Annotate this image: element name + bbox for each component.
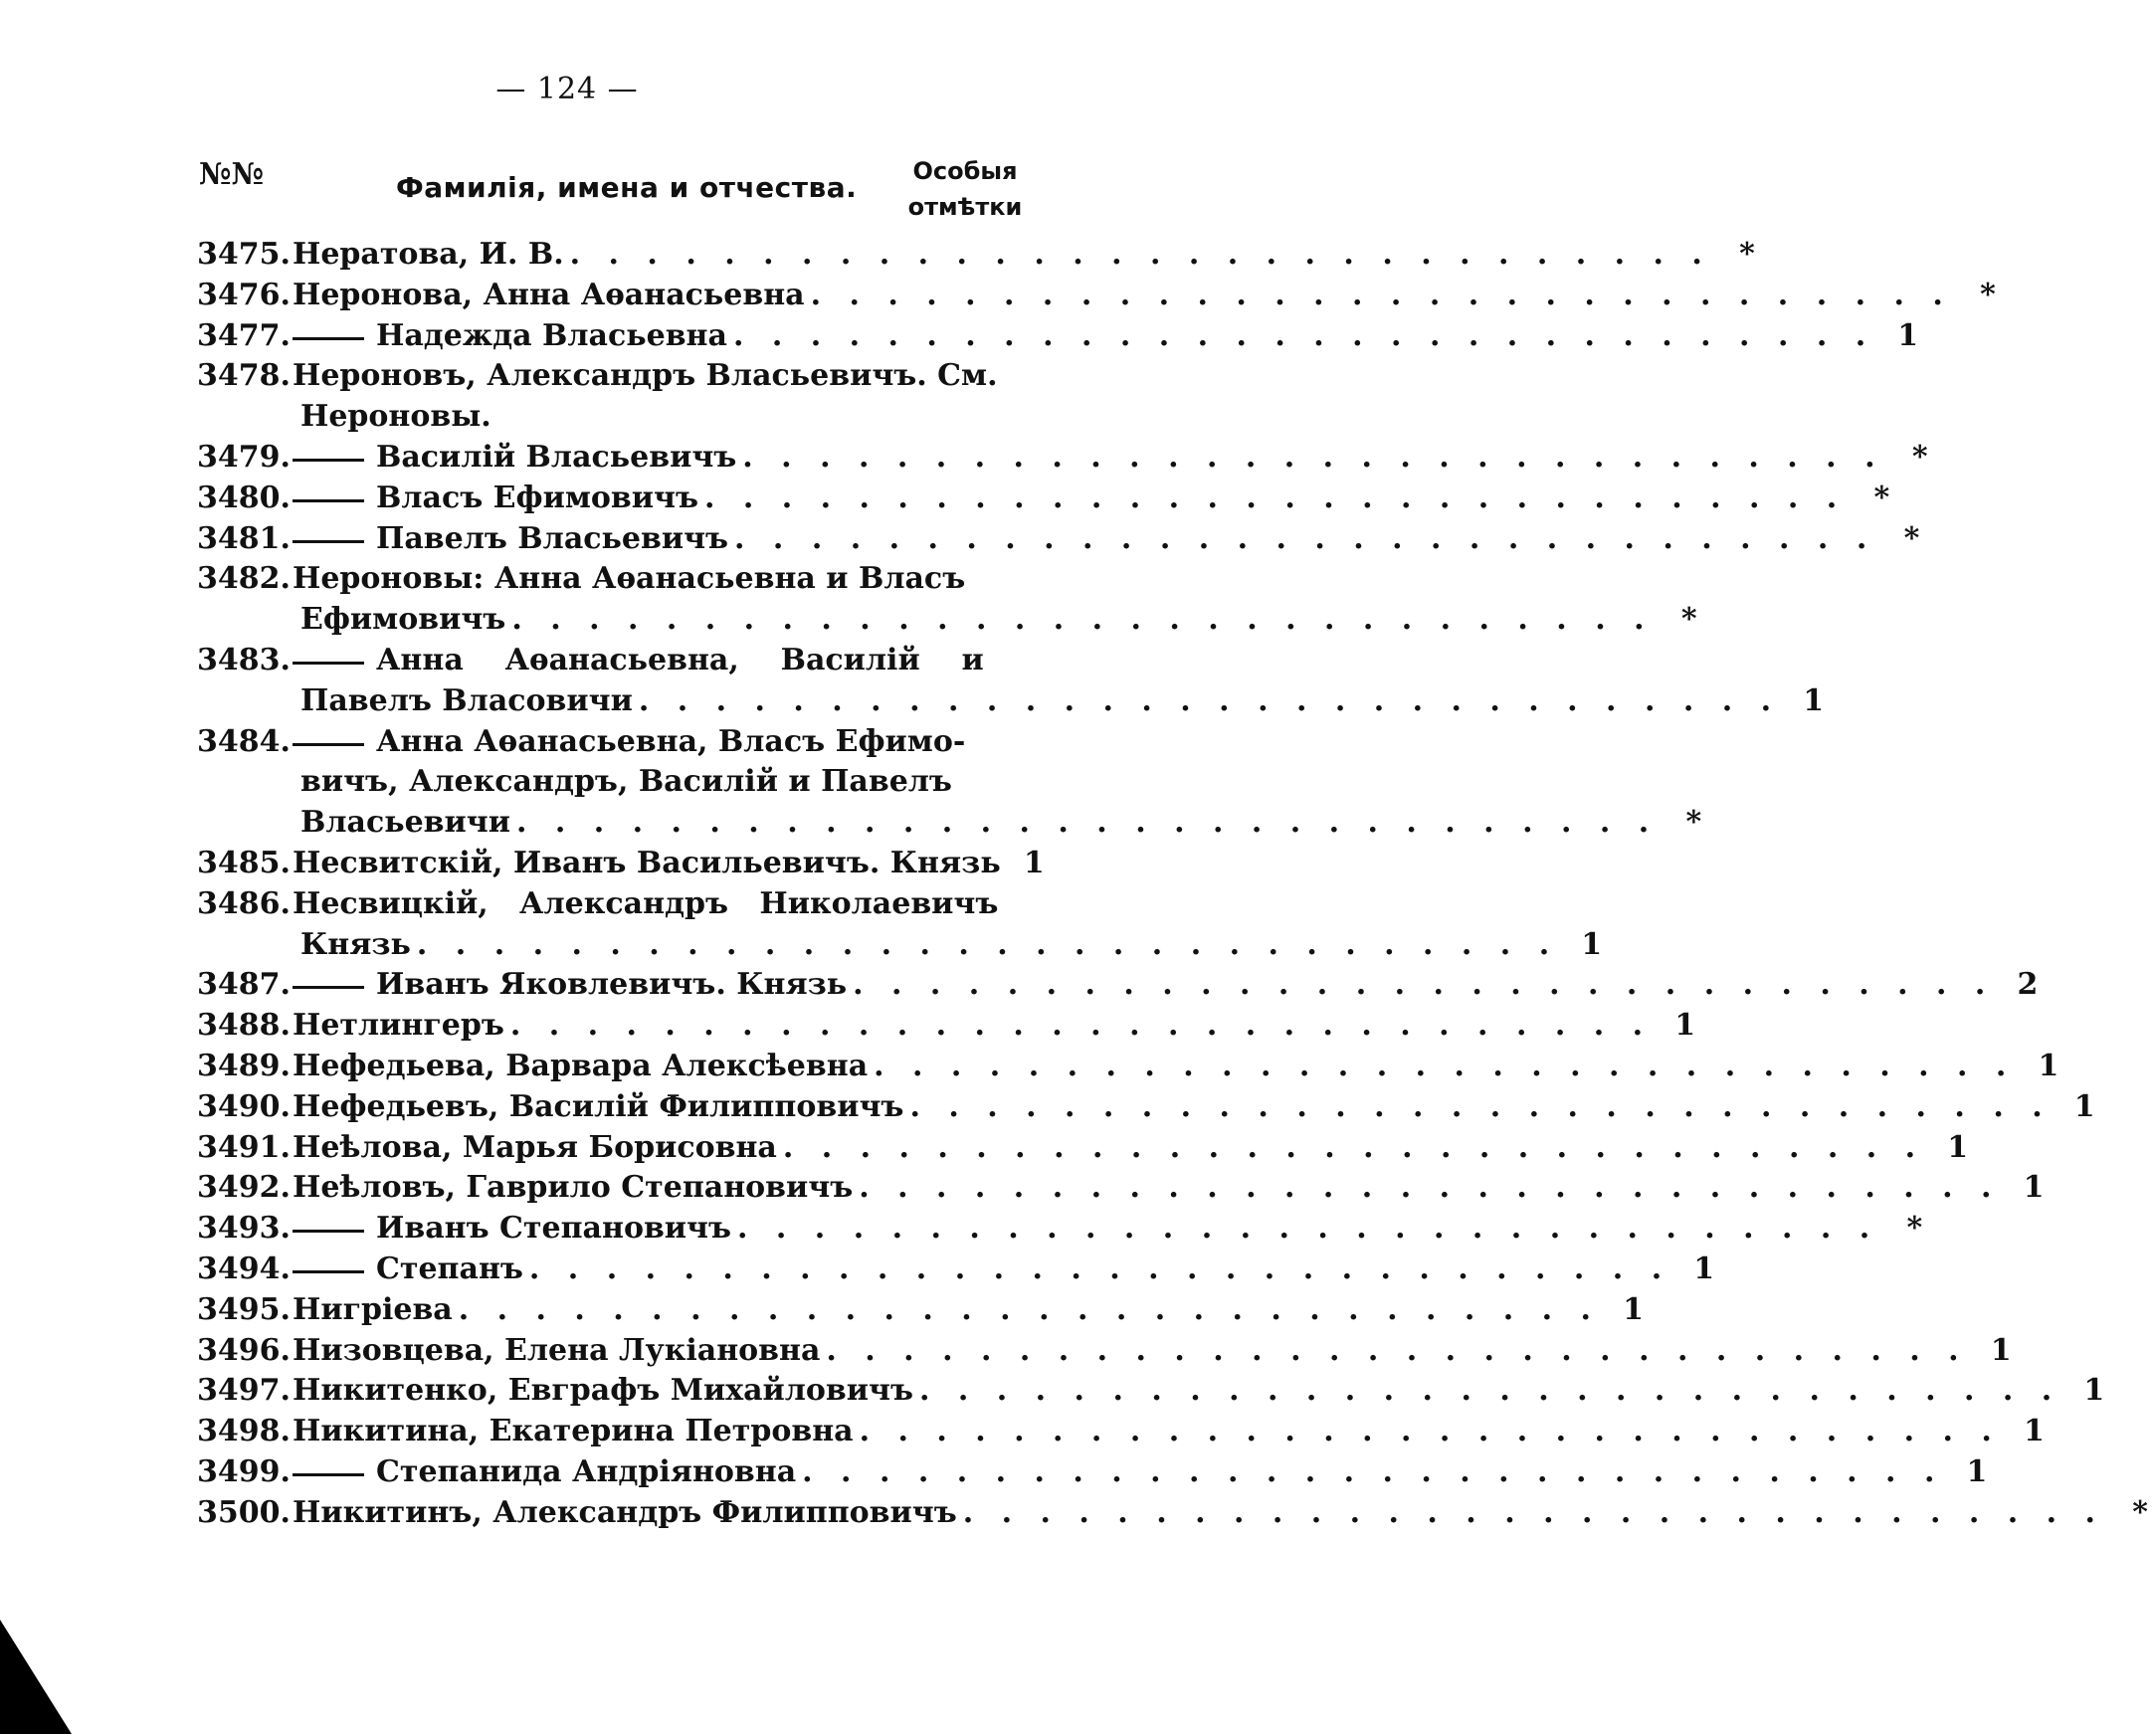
- entry-row: [197, 1371, 2105, 1412]
- entry-mark: 1: [2038, 1048, 2059, 1083]
- ditto-dash: [293, 1473, 364, 1493]
- entry-line: [293, 479, 1846, 519]
- entry-mark: 1: [2023, 1414, 2045, 1449]
- entry-row: [197, 316, 1919, 357]
- dot-leader: . . . . . . . . . . . . . . . . . . . . . . . . . . . . . .: [810, 277, 1952, 312]
- entry-mark: 1: [1581, 926, 1603, 962]
- entry-name: [293, 1412, 2001, 1452]
- entry-name: [293, 479, 1846, 519]
- entry-number: 3489.: [197, 1048, 291, 1083]
- entry-row: [197, 1168, 2045, 1209]
- ditto-dash: [293, 337, 364, 357]
- entry-line: [293, 519, 1875, 560]
- dot-leader: . . . . . . . . . . . . . . . . . . . . . . . . . . . . . .: [734, 520, 1876, 556]
- entry-number: 3491.: [197, 1129, 291, 1165]
- entry-name: [293, 1209, 1878, 1250]
- entry-text: Власьевичи: [300, 805, 510, 841]
- entry-number: 3496.: [197, 1332, 291, 1368]
- entry-name: [293, 356, 998, 438]
- entry-text: Никитенко, Евграфъ Михайловичъ: [293, 1373, 913, 1409]
- entry-line: [293, 722, 1658, 763]
- entry-text: Власъ Ефимовичъ: [376, 480, 698, 515]
- dot-leader: . . . . . . . . . . . . . . . . . . . . . . . . . . . . . .: [909, 1088, 2052, 1124]
- entry-mark: *: [1911, 439, 1928, 475]
- entry-number: 3499.: [197, 1453, 291, 1489]
- entry-line: [293, 1331, 1968, 1372]
- entry-text: Анна Аѳанасьевна, Василій и: [376, 642, 984, 677]
- entry-text: Нероновъ, Александръ Власьевичъ. См.: [293, 358, 998, 394]
- dot-leader: . . . . . . . . . . . . . . . . . . . . . . . . . . . . . .: [737, 1211, 1879, 1247]
- entry-line: [293, 276, 1952, 316]
- dot-leader: . . . . . . . . . . . . . . . . . . . . . . . . . . . . . .: [853, 967, 1995, 1003]
- entry-text: Неронова, Анна Аѳанасьевна: [293, 277, 805, 312]
- entry-line: [293, 1493, 2104, 1534]
- entry-number: 3480.: [197, 480, 291, 515]
- entry-text: Неѣловъ, Гаврило Степановичъ: [293, 1170, 854, 1206]
- entry-row: [197, 844, 1045, 884]
- entry-mark: *: [1685, 805, 1702, 841]
- entry-row: [197, 235, 1755, 276]
- dot-leader: . . . . . . . . . . . . . . . . . . . . . . . . . . . . . .: [874, 1048, 2016, 1083]
- entry-row: [197, 1331, 2012, 1372]
- entry-row: [197, 438, 1928, 479]
- ditto-dash: [293, 986, 364, 1006]
- entry-mark: 1: [1623, 1291, 1644, 1327]
- entry-number: 3481.: [197, 520, 291, 556]
- entry-line: [293, 965, 1994, 1006]
- entry-text: Иванъ Степановичъ: [376, 1211, 732, 1247]
- entry-mark: 2: [2017, 967, 2039, 1003]
- entry-mark: 1: [2073, 1088, 2095, 1124]
- ditto-dash: [293, 499, 364, 519]
- entry-number: 3498.: [197, 1414, 291, 1449]
- entry-row: [197, 965, 2039, 1006]
- entry-number: 3488.: [197, 1008, 291, 1044]
- dot-leader: . . . . . . . . . . . . . . . . . . . . . . . . . . . . . .: [802, 1453, 1944, 1489]
- entry-row: [197, 1087, 2095, 1128]
- entry-row: [197, 641, 1825, 722]
- entry-row: [197, 1452, 1988, 1493]
- dot-leader: . . . . . . . . . . . . . . . . . . . . . . . . . . . . . .: [782, 1129, 1925, 1165]
- entry-mark: 1: [1966, 1453, 1988, 1489]
- entry-mark: *: [1906, 1211, 1923, 1247]
- entry-row: [197, 1412, 2045, 1452]
- dot-leader: . . . . . . . . . . . . . . . . . . . . . . . . . . . . . .: [569, 237, 1711, 272]
- entry-name: [293, 438, 1884, 479]
- entry-name: [293, 519, 1875, 560]
- entry-mark: 1: [1990, 1332, 2012, 1368]
- entry-row: [197, 1290, 1644, 1331]
- column-header-names: Фамилія, имена и отчества.: [396, 171, 858, 204]
- entry-line: [293, 803, 1658, 844]
- column-header-number: №№: [199, 157, 265, 192]
- entry-text: Анна Аѳанасьевна, Власъ Ефимо-: [376, 723, 966, 759]
- entry-number: 3500.: [197, 1494, 291, 1530]
- entry-line: [293, 1452, 1943, 1493]
- entry-name: [293, 1087, 2052, 1128]
- entry-name: [293, 559, 1654, 641]
- entry-line: [293, 559, 1654, 600]
- entry-mark: 1: [1693, 1251, 1715, 1286]
- entry-row: [197, 1006, 1696, 1047]
- entry-line: [293, 884, 1558, 925]
- ditto-dash: [293, 662, 364, 681]
- entry-row: [197, 1128, 1969, 1169]
- entry-number: 3486.: [197, 885, 291, 921]
- entry-text: Нигріева: [293, 1291, 453, 1327]
- dot-leader: . . . . . . . . . . . . . . . . . . . . . . . . . . . . . .: [509, 1008, 1653, 1044]
- entry-line: [293, 316, 1874, 357]
- dot-leader: . . . . . . . . . . . . . . . . . . . . . . . . . . . . . .: [742, 439, 1884, 475]
- entry-name: [293, 722, 1658, 844]
- entry-row: [197, 356, 1023, 438]
- entry-text: Василій Власьевичъ: [376, 439, 737, 475]
- entry-text: Никитина, Екатерина Петровна: [293, 1414, 854, 1449]
- entry-line: [293, 1290, 1600, 1331]
- entry-line: [293, 1250, 1670, 1290]
- entry-number: 3482.: [197, 561, 291, 597]
- entry-number: 3493.: [197, 1211, 291, 1247]
- ditto-dash: [293, 540, 364, 560]
- entry-text: Князь: [300, 926, 411, 962]
- entry-number: 3494.: [197, 1251, 291, 1286]
- entry-row: [197, 884, 1603, 966]
- entry-text: Нероновы.: [300, 399, 491, 435]
- entry-text: Степанида Андріяновна: [376, 1453, 797, 1489]
- entry-text: Нефедьева, Варвара Алексѣевна: [293, 1048, 869, 1083]
- entry-text: Низовцева, Елена Лукіановна: [293, 1332, 821, 1368]
- entry-name: [293, 1331, 1968, 1372]
- entry-mark: *: [1903, 520, 1920, 556]
- dot-leader: . . . . . . . . . . . . . . . . . . . . . . . . . . . . . .: [416, 926, 1559, 962]
- entry-row: [197, 479, 1890, 519]
- entry-row: [197, 519, 1920, 560]
- entry-line: [293, 600, 1654, 641]
- dot-leader: . . . . . . . . . . . . . . . . . . . . . . . . . . . . . .: [515, 805, 1659, 841]
- entry-name: [293, 844, 1001, 884]
- ditto-dash: [293, 1230, 364, 1250]
- ditto-dash: [293, 743, 364, 763]
- entry-row: [197, 276, 1996, 316]
- entry-text: Неѣлова, Марья Борисовна: [293, 1129, 777, 1165]
- dot-leader: . . . . . . . . . . . . . . . . . . . . . . . . . . . . . .: [919, 1373, 2061, 1409]
- entry-name: [293, 1128, 1924, 1169]
- dot-leader: . . . . . . . . . . . . . . . . . . . . . . . . . . . . . .: [826, 1332, 1968, 1368]
- entry-line: [293, 438, 1884, 479]
- entry-number: 3479.: [197, 439, 291, 475]
- entry-mark: *: [1980, 277, 1996, 312]
- entry-line: [293, 681, 1780, 722]
- entry-name: [293, 235, 1711, 276]
- entry-text: вичъ, Александръ, Василій и Павелъ: [300, 764, 952, 800]
- dot-leader: . . . . . . . . . . . . . . . . . . . . . . . . . . . . . .: [458, 1291, 1600, 1327]
- entry-text: Нероновы: Анна Аѳанасьевна и Власъ: [293, 561, 966, 597]
- entry-name: [293, 1452, 1943, 1493]
- entry-row: [197, 1250, 1715, 1290]
- entry-number: 3483.: [197, 642, 291, 677]
- entry-line: [293, 397, 998, 438]
- entry-mark: 1: [1897, 317, 1919, 353]
- entry-line: [293, 1371, 2060, 1412]
- entry-text: Нератова, И. В.: [293, 237, 564, 272]
- entry-number: 3492.: [197, 1170, 291, 1206]
- entry-line: [293, 356, 998, 397]
- entry-list: [197, 235, 2148, 1534]
- entry-mark: *: [1873, 480, 1890, 515]
- entry-line: [293, 1006, 1652, 1047]
- entry-name: [293, 1047, 2015, 1087]
- entry-text: Несвитскій, Иванъ Васильевичъ. Князь: [293, 845, 1001, 880]
- entry-line: [293, 1047, 2015, 1087]
- entry-mark: 1: [1947, 1129, 1969, 1165]
- entry-name: [293, 276, 1952, 316]
- entry-name: [293, 965, 1994, 1006]
- entry-name: [293, 1371, 2060, 1412]
- entry-text: Нетлингеръ: [293, 1008, 504, 1044]
- entry-row: [197, 1493, 2148, 1534]
- entry-number: 3476.: [197, 277, 291, 312]
- entry-mark: *: [1680, 602, 1697, 638]
- entry-row: [197, 559, 1697, 641]
- entry-mark: 1: [1023, 845, 1045, 880]
- dot-leader: . . . . . . . . . . . . . . . . . . . . . . . . . . . . . .: [638, 682, 1781, 718]
- entry-line: [293, 1087, 2052, 1128]
- entry-mark: 1: [1674, 1008, 1696, 1044]
- entry-mark: 1: [1803, 682, 1825, 718]
- entry-number: 3485.: [197, 845, 291, 880]
- entry-number: 3495.: [197, 1291, 291, 1327]
- entry-line: [293, 925, 1558, 966]
- dot-leader: . . . . . . . . . . . . . . . . . . . . . . . . . . . . . .: [859, 1170, 2001, 1206]
- entry-text: Несвицкій, Александръ Николаевичъ: [293, 885, 999, 921]
- entry-name: [293, 641, 1780, 722]
- entry-mark: *: [2132, 1494, 2148, 1530]
- entry-row: [197, 722, 1702, 844]
- entry-number: 3490.: [197, 1088, 291, 1124]
- entry-line: [293, 1209, 1878, 1250]
- ditto-dash: [293, 1270, 364, 1290]
- entry-text: Павелъ Власовичи: [300, 682, 633, 718]
- dot-leader: . . . . . . . . . . . . . . . . . . . . . . . . . . . . . .: [528, 1251, 1671, 1286]
- dot-leader: . . . . . . . . . . . . . . . . . . . . . . . . . . . . . .: [732, 317, 1875, 353]
- entry-row: [197, 1047, 2059, 1087]
- entry-number: 3475.: [197, 237, 291, 272]
- entry-line: [293, 235, 1711, 276]
- page-number: — 124 —: [495, 72, 639, 106]
- column-header-notes: [895, 153, 1035, 225]
- entry-row: [197, 1209, 1923, 1250]
- entry-mark: 1: [2083, 1373, 2105, 1409]
- column-header-notes-line: Особыя: [912, 157, 1018, 185]
- corner-mark: [0, 1620, 72, 1734]
- dot-leader: . . . . . . . . . . . . . . . . . . . . . . . . . . . . . .: [703, 480, 1847, 515]
- entry-line: [293, 1412, 2001, 1452]
- entry-text: Надежда Власьевна: [376, 317, 727, 353]
- entry-number: 3497.: [197, 1373, 291, 1409]
- entry-line: [293, 1128, 1924, 1169]
- entry-mark: 1: [2023, 1170, 2045, 1206]
- dot-leader: . . . . . . . . . . . . . . . . . . . . . . . . . . . . . .: [859, 1414, 2001, 1449]
- entry-line: [293, 641, 1780, 681]
- entry-text: Степанъ: [376, 1251, 523, 1286]
- entry-mark: *: [1739, 237, 1755, 272]
- entry-text: Иванъ Яковлевичъ. Князь: [376, 967, 848, 1003]
- entry-line: [293, 1168, 2000, 1209]
- entry-text: Павелъ Власьевичъ: [376, 520, 729, 556]
- dot-leader: . . . . . . . . . . . . . . . . . . . . . . . . . . . . . .: [511, 602, 1654, 638]
- entry-number: 3487.: [197, 967, 291, 1003]
- entry-text: Нефедьевъ, Василій Филипповичъ: [293, 1088, 904, 1124]
- entry-name: [293, 316, 1874, 357]
- entry-name: [293, 1290, 1600, 1331]
- entry-name: [293, 1168, 2000, 1209]
- column-header-notes-line: отмѣтки: [907, 193, 1023, 221]
- ditto-dash: [293, 459, 364, 479]
- entry-text: Ефимовичъ: [300, 602, 506, 638]
- dot-leader: . . . . . . . . . . . . . . . . . . . . . . . . . . . . . .: [962, 1494, 2104, 1530]
- entry-number: 3484.: [197, 723, 291, 759]
- entry-number: 3477.: [197, 317, 291, 353]
- entry-number: 3478.: [197, 358, 291, 394]
- entry-name: [293, 1006, 1652, 1047]
- entry-name: [293, 884, 1558, 966]
- entry-text: Никитинъ, Александръ Филипповичъ: [293, 1494, 957, 1530]
- entry-name: [293, 1250, 1670, 1290]
- entry-name: [293, 1493, 2104, 1534]
- entry-line: [293, 844, 1001, 884]
- entry-line: [293, 762, 1658, 803]
